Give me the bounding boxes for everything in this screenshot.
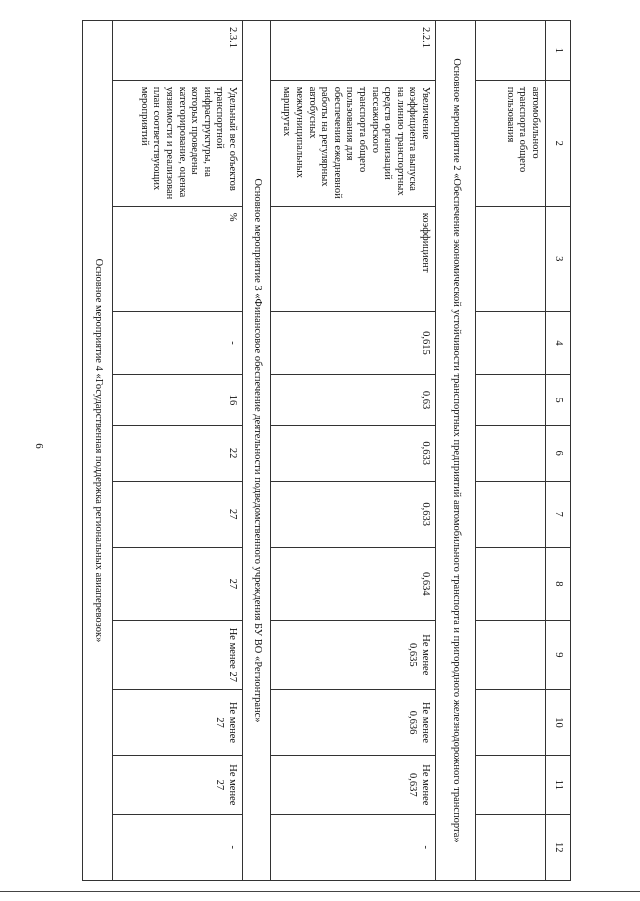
column-header: 8: [546, 547, 571, 620]
indicator-name: Увеличение коэффициента выпуска на линию транспортных средств организаций пассажирского транспорта общего пользования для обеспечения ежедневной работы на регулярных автобусных межмуниципальных маршрутах: [271, 80, 436, 206]
value-cell: -: [113, 814, 243, 880]
section-title: Основное мероприятие 2 «Обеспечение экономической устойчивости транспортных предприятий автомобильного транспорта и пригородного железнодорожного транспорта»: [436, 21, 476, 881]
section-row: [83, 21, 113, 881]
section-row: [243, 21, 271, 881]
column-header: 9: [546, 620, 571, 689]
indicators-table: [82, 20, 571, 881]
column-header: 3: [546, 206, 571, 311]
unit-cell: коэффициент: [271, 206, 436, 311]
value-cell: 0,634: [271, 547, 436, 620]
column-number-row: [546, 21, 571, 881]
column-header: 7: [546, 481, 571, 547]
indicator-table: [88, 20, 571, 881]
table-row: [113, 21, 243, 881]
table-row: [476, 21, 546, 881]
indicator-name: автомобильного транспорта общего пользования: [476, 80, 546, 206]
row-number: 2.2.1: [271, 21, 436, 81]
value-cell: Не менее 27: [113, 620, 243, 689]
column-header: 6: [546, 425, 571, 481]
page-number: 6: [32, 443, 45, 449]
value-cell: Не менее 27: [113, 756, 243, 814]
column-header: 2: [546, 80, 571, 206]
value-cell: 0,615: [271, 311, 436, 375]
table-row: [271, 21, 436, 881]
value-cell: 22: [113, 425, 243, 481]
section-title: Основное мероприятие 3 «Финансовое обеспечение деятельности подведомственного учреждения БУ ВО «Регионтранс»: [243, 21, 271, 881]
column-header: 10: [546, 689, 571, 755]
column-header: 11: [546, 756, 571, 814]
row-number: 2.3.1: [113, 21, 243, 81]
value-cell: 0,633: [271, 425, 436, 481]
column-header: 5: [546, 375, 571, 425]
value-cell: Не менее 27: [113, 689, 243, 755]
value-cell: Не менее 0,637: [271, 756, 436, 814]
column-header: 12: [546, 814, 571, 880]
page-edge-line: [0, 891, 640, 892]
value-cell: 0,633: [271, 481, 436, 547]
section-row: [436, 21, 476, 881]
indicator-name: Удельный вес объектов транспортной инфраструктуры, на которых проведены категорирование, оценка уязвимости и реализован план соответствующих мероприятий: [113, 80, 243, 206]
value-cell: Не менее 0,636: [271, 689, 436, 755]
value-cell: 16: [113, 375, 243, 425]
column-header: 1: [546, 21, 571, 81]
value-cell: 0,63: [271, 375, 436, 425]
section-title: Основное мероприятие 4 «Государственная поддержка региональных авиаперевозок»: [83, 21, 113, 881]
unit-cell: %: [113, 206, 243, 311]
column-header: 4: [546, 311, 571, 375]
value-cell: 27: [113, 547, 243, 620]
value-cell: Не менее 0,635: [271, 620, 436, 689]
value-cell: -: [271, 814, 436, 880]
value-cell: -: [113, 311, 243, 375]
value-cell: 27: [113, 481, 243, 547]
